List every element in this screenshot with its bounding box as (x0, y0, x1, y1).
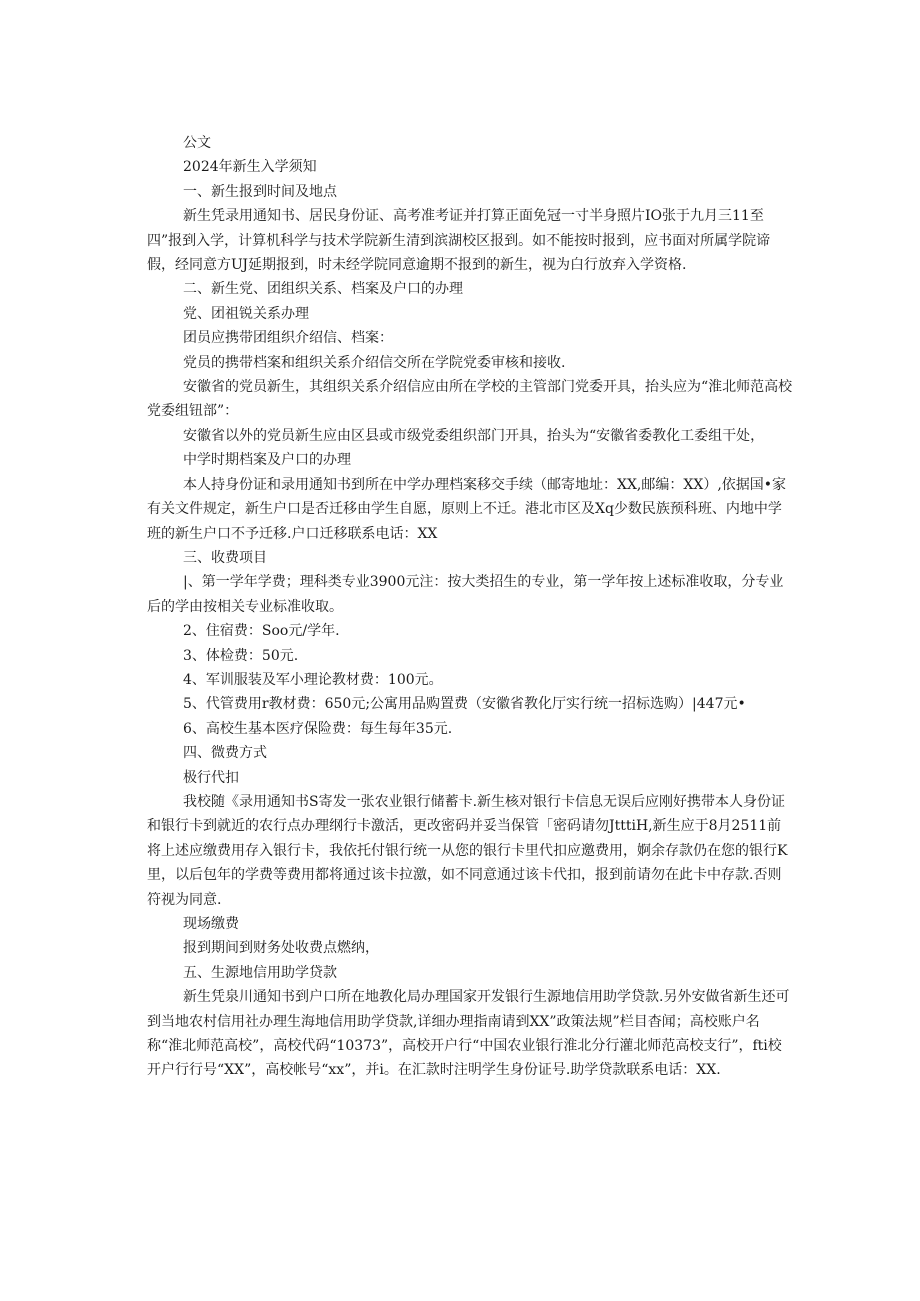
section4-subheading-bank: 极行代扣 (183, 769, 239, 786)
section5-heading: 五、生源地信用助学贷款 (183, 964, 337, 981)
fee-item: 2、住宿费：Soo元/学年. (183, 623, 340, 640)
document-title: 2024年新生入学须知 (183, 159, 317, 176)
section2-subheading-organization: 党、团祖锐关系办理 (183, 305, 309, 322)
section4-heading: 四、微费方式 (183, 745, 267, 762)
section2-paragraph: 党员的携带档案和组织关系介绍信交所在学院党委审核和接收. (183, 354, 566, 371)
section2-paragraph: 安徽省的党员新生，其组织关系介绍信应由所在学校的主管部门党委开具，抬头应为“淮北师范高校党委组钮部”： (147, 379, 793, 420)
section2-paragraph: 安徽省以外的党员新生应由区县或市级党委组织部门开具，抬头为“安徽省委教化工委组干处， (183, 427, 765, 444)
section1-heading: 一、新生报到时间及地点 (183, 183, 337, 200)
fee-item: 5、代管费用r教材费：650元;公寓用品购置费（安徽省教化厅实行统一招标选购）|447元• (183, 696, 746, 713)
section2-heading: 二、新生党、团组织关系、档案及户口的办理 (183, 281, 463, 298)
section1-body: 新生凭录用通知书、居民身份证、高考准考证并打算正面免冠一寸半身照片IO张于九月三11至四”报到入学，计算机科学与技术学院新生清到滨湖校区报到。如不能按时报到，应书面对所属学院谛假，经同意方UJ延期报到，时未经学院同意逾期不报到的新生，视为白行放弃入学资格. (147, 208, 771, 274)
section2-subheading-archives: 中学时期档案及户口的办理 (183, 452, 351, 469)
section2-paragraph: 本人持身份证和录用通知书到所在中学办理档案移交手续（邮寄地址：XX,邮编：XX）,依据国•家有关文件规定，新生户口是否迁移由学生自愿，原则上不迁。港北市区及Xq少数民族预科班、内地中学班的新生户口不予迁移.户口迁移联系电话：XX (147, 476, 787, 542)
section4-paragraph: 我校随《录用通知书S寄发一张农业银行储蓄卡.新生核对银行卡信息无误后应刚好携带本人身份证和银行卡到就近的农行点办理纲行卡激活，更改密码并妥当保管「密码请勿JtttiH,新生应于8月2511前将上述应缴费用存入银行卡，我依托付银行统一从您的银行卡里代扣应邀费用，婀余存款仍在您的银行K里，以后包年的学费等费用都将通过该卡拉激，如不同意通过该卡代扣，报到前请勿在此卡中存款.否则符视为同意. (147, 793, 788, 908)
section4-subheading-onsite: 现场缴费 (183, 916, 239, 932)
section3-heading: 三、收费项目 (183, 549, 267, 566)
section2-paragraph: 团员应携带团组织介绍信、档案： (183, 330, 393, 347)
fee-item: 3、体检费：50元. (183, 647, 299, 664)
section4-paragraph: 报到期间到财务处收费点燃纳， (183, 940, 379, 957)
fee-item: |、第一学年学费；理科类专业3900元注：按大类招生的专业，第一学年按上述标准收取，分专业后的学由按相关专业标准收取。 (147, 574, 784, 615)
fee-item: 4、军训服装及军小理论教材费：100元。 (183, 671, 443, 688)
document-body (147, 131, 793, 1083)
document-label: 公文 (183, 135, 211, 151)
section5-paragraph: 新生凭泉川通知书到户口所在地教化局办理国家开发银行生源地信用助学贷款.另外安做省新生还可到当地农村信用社办理生海地信用助学贷款,详细办理指南请到XX”政策法规”栏目杳闻；高校账户名称“淮北师范高校”，高校代码“10373”，高校开户行“中国农业银行淮北分行灌北师范高校支行”，fti校开户行行号“XX”，高校帐号“xx”，并i。在汇款时注明学生身份证号.助学贷款联系电话：XX. (147, 989, 790, 1079)
fee-item: 6、高校生基本医疗保险费：每生每年35元. (183, 720, 453, 737)
